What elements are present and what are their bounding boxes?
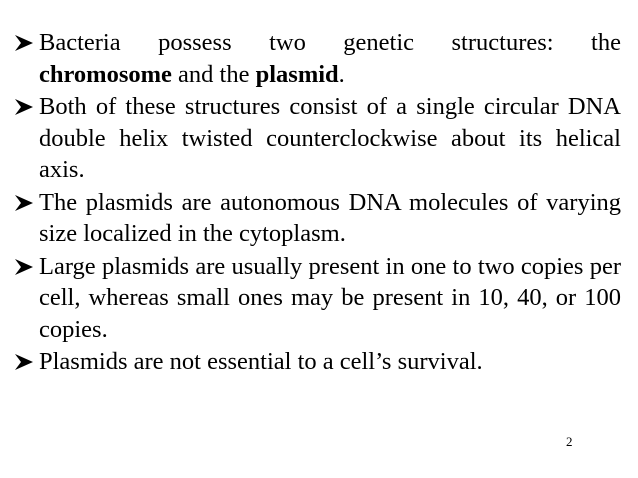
bullet-text-end: . (338, 60, 345, 88)
page-number: 2 (566, 434, 573, 449)
bullet-item (13, 27, 621, 90)
bullet-item (13, 346, 621, 378)
bullet-item (13, 187, 621, 250)
bullet-text: Large plasmids are usually present in one to two copies per cell, whereas small ones may be present in 10, 40, or 100 copies. (39, 252, 621, 343)
bullet-text-line1: Bacteria possess two genetic structures: the (39, 29, 621, 56)
arrow-bullet-icon (13, 256, 35, 278)
bullet-text (39, 27, 621, 88)
bullet-item (13, 91, 621, 186)
bullet-text: Both of these structures consist of a single circular DNA double helix twisted counterclockwise about its helical axis. (39, 93, 621, 183)
bullet-list (13, 27, 621, 379)
bullet-text-bold-chromosome: chromosome (39, 60, 172, 88)
arrow-bullet-icon (13, 96, 35, 118)
arrow-bullet-icon (13, 192, 35, 214)
bullet-text-bold-plasmid: plasmid (255, 60, 339, 88)
arrow-bullet-icon (13, 351, 35, 373)
bullet-item (13, 251, 621, 346)
arrow-bullet-icon (13, 32, 35, 54)
bullet-text: The plasmids are autonomous DNA molecules of varying size localized in the cytoplasm. (39, 188, 621, 247)
bullet-text-mid: and the (171, 60, 256, 88)
bullet-text: Plasmids are not essential to a cell’s survival. (39, 348, 483, 375)
